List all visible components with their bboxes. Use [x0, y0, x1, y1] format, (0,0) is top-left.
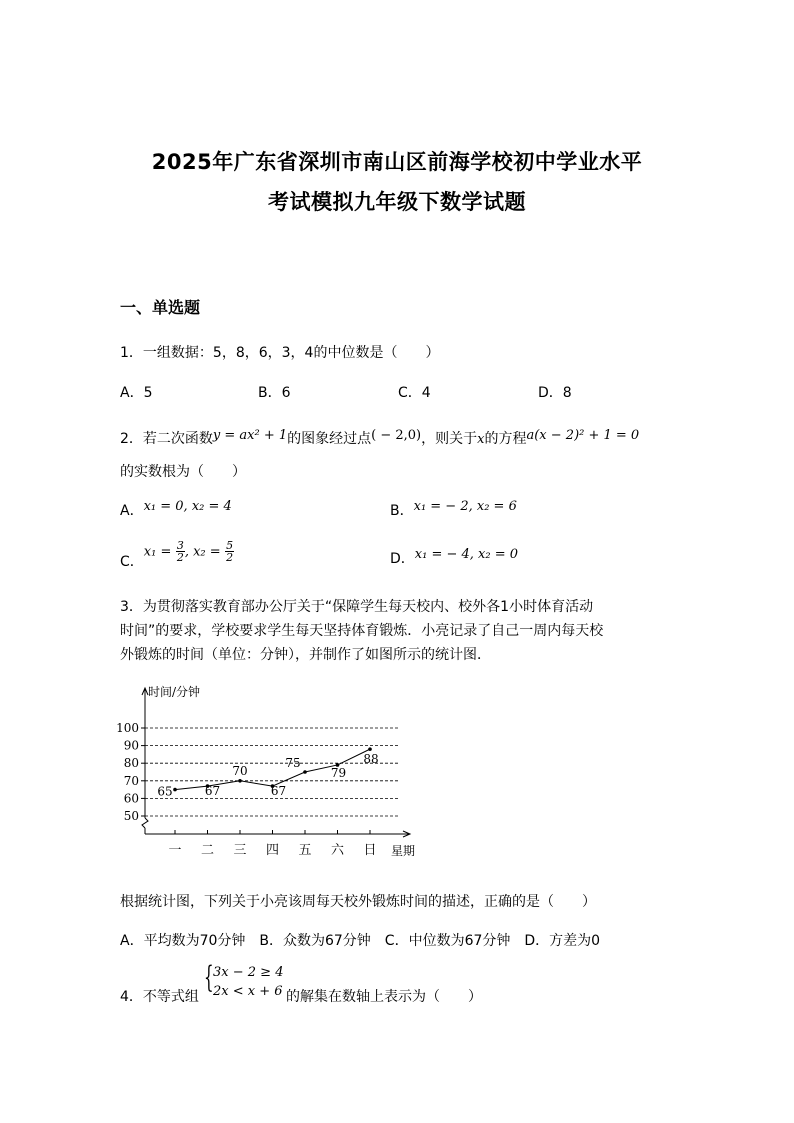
q2-option-d [390, 548, 518, 568]
q2-equation: a(x − 2)² + 1 = 0 [526, 428, 640, 443]
q2-option-b-label: B． [390, 503, 414, 519]
question-2-stem [120, 428, 639, 448]
y-tick-label: 80 [123, 756, 139, 771]
q2-option-c [120, 539, 234, 570]
question-3-line2: 时间”的要求，学校要求学生每天坚持体育锻炼．小亮记录了自己一周内每天校 [120, 623, 604, 639]
inequality-1: 3x − 2 ≥ 4 [213, 965, 284, 980]
page-title-line2: 考试模拟九年级下数学试题 [268, 190, 526, 214]
x-tick-label: 六 [330, 843, 345, 858]
x-tick-label: 三 [233, 843, 247, 858]
inequality-2: 2x < x + 6 [213, 984, 283, 999]
question-3-prompt: 根据统计图，下列关于小亮该周每天校外锻炼时间的描述，正确的是（ ） [120, 894, 596, 910]
question-4-prefix: 4．不等式组 [120, 989, 199, 1005]
question-3-line3: 外锻炼的时间（单位：分钟），并制作了如图所示的统计图． [120, 647, 491, 663]
q2-option-a-math: x₁ = 0, x₂ = 4 [143, 499, 232, 514]
q2-option-d-math: x₁ = − 4, x₂ = 0 [414, 547, 519, 562]
y-axis-title: 时间/分钟 [148, 685, 201, 699]
q2-text-3: ，则关于 [421, 431, 478, 447]
data-label: 67 [204, 784, 221, 799]
q2-option-a-label: A． [120, 503, 144, 519]
axis-break [142, 818, 148, 828]
brace-icon: { [204, 960, 214, 995]
y-tick-label: 70 [123, 773, 139, 788]
data-point [173, 788, 177, 792]
x-tick-label: 四 [265, 843, 280, 858]
data-label: 65 [157, 784, 173, 799]
x-tick-label: 一 [168, 843, 182, 858]
q2-option-c-frac2: $\frac{5}{2}$ [226, 539, 234, 564]
q2-option-c-label: C． [120, 553, 144, 570]
page-title: 2025年广东省深圳市南山区前海学校初中学业水平 [151, 150, 643, 174]
q1-option-d: D．8 [538, 385, 572, 401]
x-axis-title: 星期 [391, 844, 416, 858]
data-label: 79 [330, 765, 347, 780]
line-chart [110, 682, 430, 862]
q3-options: A．平均数为70分钟 B．众数为67分钟 C．中位数为67分钟 D．方差为0 [120, 933, 601, 949]
question-4-suffix: 的解集在数轴上表示为（ ） [286, 989, 482, 1005]
question-2-stem-line2: 的实数根为（ ） [120, 464, 246, 480]
data-point [303, 770, 307, 774]
q2-text-4: 的方程 [484, 431, 527, 447]
question-3-line1: 3．为贯彻落实教育部办公厅关于“保障学生每天校内、校外各1小时体育活动 [120, 599, 594, 615]
y-tick-label: 100 [116, 721, 139, 735]
q2-point: ( − 2,0) [371, 428, 422, 443]
x-tick-label: 日 [363, 843, 377, 858]
data-point [368, 747, 372, 751]
x-tick-label: 二 [200, 843, 215, 858]
data-label: 70 [232, 763, 248, 778]
q2-text-1: 2．若二次函数 [120, 431, 213, 447]
q2-option-d-label: D． [390, 551, 415, 567]
q2-option-a [120, 500, 232, 520]
y-tick-label: 60 [123, 791, 139, 806]
question-1-stem: 1．一组数据：5，8，6，3，4的中位数是（ ） [120, 345, 440, 361]
q1-option-b: B．6 [258, 385, 291, 401]
q2-option-c-x2: , x₂ = [184, 544, 221, 560]
data-point [238, 779, 242, 783]
data-label: 88 [363, 752, 379, 767]
q2-option-c-x1: x₁ = [143, 544, 172, 560]
q1-option-c: C．4 [398, 385, 431, 401]
section-heading: 一、单选题 [120, 298, 201, 317]
y-tick-label: 90 [123, 738, 139, 753]
y-tick-label: 50 [123, 809, 139, 823]
q2-option-b [390, 500, 517, 520]
x-tick-label: 五 [298, 843, 312, 858]
q2-variable: x [477, 432, 485, 447]
q1-option-a: A．5 [120, 385, 153, 401]
inequality-system [204, 962, 288, 1004]
q2-text-2: 的图象经过点 [287, 431, 372, 447]
q2-option-c-frac1: $\frac{3}{2}$ [176, 539, 184, 564]
q2-option-b-math: x₁ = − 2, x₂ = 6 [413, 499, 517, 514]
data-label: 75 [285, 756, 301, 770]
q2-function: y = ax² + 1 [212, 428, 288, 443]
data-label: 67 [270, 784, 287, 799]
